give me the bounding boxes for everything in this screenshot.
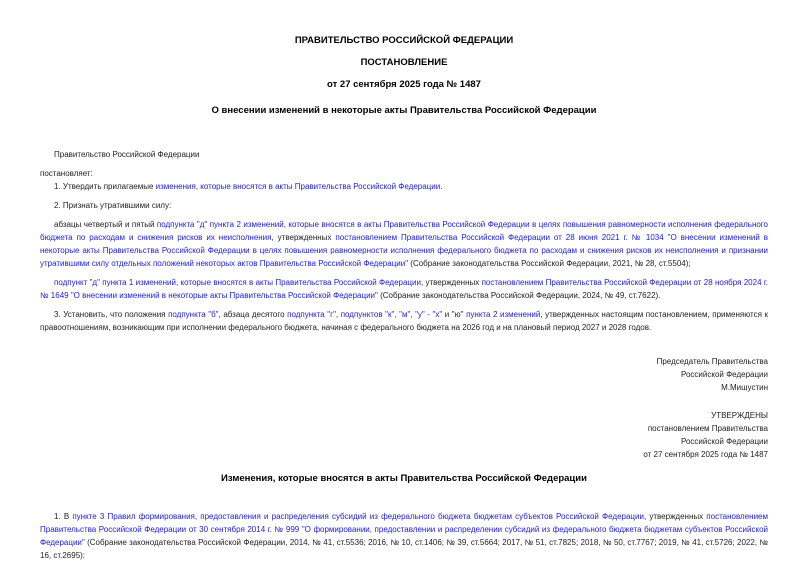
text-segment: Правительство Российской Федерации <box>54 150 200 159</box>
approval-line: постановлением Правительства <box>647 424 768 433</box>
paragraph <box>40 148 768 161</box>
text-segment: , утвержденных настоящим постановлением, применяются к правоотношениям, возникающим при исполнении федерального бюджета, начиная с федерального бюджета на 2026 год и на плановый период 2027 и 2028 годов. <box>40 310 768 332</box>
text-segment: , утвержденных <box>420 278 482 287</box>
text-segment: (Собрание законодательства Российской Федерации, 2014, № 41, ст.5536; 2016, № 10, ст.1406; № 39, ст.5664; 2017, № 51, ст.7825; 2018, № 50, ст.7767; 2019, № 41, ст.5726; 2022, № 16, ст.2695): <box>40 538 768 560</box>
text-segment: 1. В <box>54 512 73 521</box>
text-segment: (Собрание законодательства Российской Федерации, 2021, № 28, ст.5504); <box>408 259 691 268</box>
document-header <box>40 36 768 116</box>
text-segment: 3. Установить, что положения <box>54 310 169 319</box>
text-segment: , утвержденных <box>271 233 336 242</box>
paragraph <box>40 180 768 193</box>
document-title: О внесении изменений в некоторые акты Правительства Российской Федерации <box>211 105 597 116</box>
document-body <box>40 148 768 334</box>
paragraph <box>40 308 768 334</box>
signature-line: Председатель Правительства <box>656 357 768 366</box>
paragraph <box>40 218 768 270</box>
approval-line: от 27 сентября 2025 года № 1487 <box>643 450 768 459</box>
text-segment: 1. Утвердить прилагаемые <box>54 182 156 191</box>
document-link[interactable]: постановлением Правительства Российской Федерации от 28 июня 2021 г. № 1034 "О внесении изменений в некоторые акты Правительства Российской Федерации в целях повышения равномерности исполнения федерального бюджета по расходам и снижения рисков их неисполнения и признании утратившими силу отдельных положений некоторых актов Правительства Российской Федерации" <box>40 233 769 268</box>
document-link[interactable]: подпункта "б" <box>168 310 219 319</box>
signature-line: Российской Федерации <box>681 370 768 379</box>
text-segment: , абзаца десятого <box>218 310 288 319</box>
text-segment: 2. Признать утратившими силу: <box>54 201 172 210</box>
document-link[interactable]: подпункт "д" пункта 1 изменений, которые вносятся в акты Правительства Российской Федерации <box>54 278 421 287</box>
document-link[interactable]: подпункта "г", подпунктов "к", "м", "у" - "х" <box>287 310 443 319</box>
document-link[interactable]: постановлением Правительства Российской Федерации от 30 сентября 2014 г. № 999 "О формировании, предоставлении и распределении субсидий из федерального бюджета бюджетам субъектов Российской Федерации" <box>40 512 768 547</box>
document-link[interactable]: пункта 2 изменений <box>466 310 541 319</box>
text-segment: (Собрание законодательства Российской Федерации, 2024, № 49, ст.7622). <box>377 291 661 300</box>
signature-block <box>40 355 768 394</box>
text-segment: . <box>440 182 443 191</box>
annex-body <box>40 510 768 562</box>
approval-block <box>40 409 768 461</box>
text-segment: постановляет: <box>40 169 93 178</box>
text-segment: абзацы четвертый и пятый <box>54 220 157 229</box>
document-link[interactable]: подпункта "д" пункта 2 изменений, которые вносятся в акты Правительства Российской Федерации в целях повышения равномерности исполнения федерального бюджета по расходам и снижения рисков их неисполнения <box>40 220 769 242</box>
approval-line: УТВЕРЖДЕНЫ <box>711 411 768 420</box>
document-link[interactable]: постановлением Правительства Российской Федерации от 28 ноября 2024 г. № 1649 "О внесении изменений в некоторые акты Правительства Российской Федерации" <box>40 278 769 300</box>
document-link[interactable]: изменения, которые вносятся в акты Правительства Российской Федерации <box>155 182 441 191</box>
signature-line: М.Мишустин <box>721 383 768 392</box>
document-link[interactable]: пункте 3 Правил формирования, предоставления и распределения субсидий из федерального бюджета бюджетам субъектов Российской Федерации <box>72 512 644 521</box>
paragraph <box>40 276 768 302</box>
paragraph <box>40 199 768 212</box>
annex-title: Изменения, которые вносятся в акты Правительства Российской Федерации <box>221 473 587 484</box>
paragraph <box>40 167 768 180</box>
document-date-number: от 27 сентября 2025 года № 1487 <box>327 79 481 90</box>
approval-line: Российской Федерации <box>681 437 768 446</box>
paragraph <box>40 510 768 562</box>
text-segment: и "ю" <box>442 310 467 319</box>
issuer-name: ПРАВИТЕЛЬСТВО РОССИЙСКОЙ ФЕДЕРАЦИИ <box>294 35 514 46</box>
text-segment: , утвержденных <box>643 512 707 521</box>
document-type: ПОСТАНОВЛЕНИЕ <box>360 57 448 68</box>
